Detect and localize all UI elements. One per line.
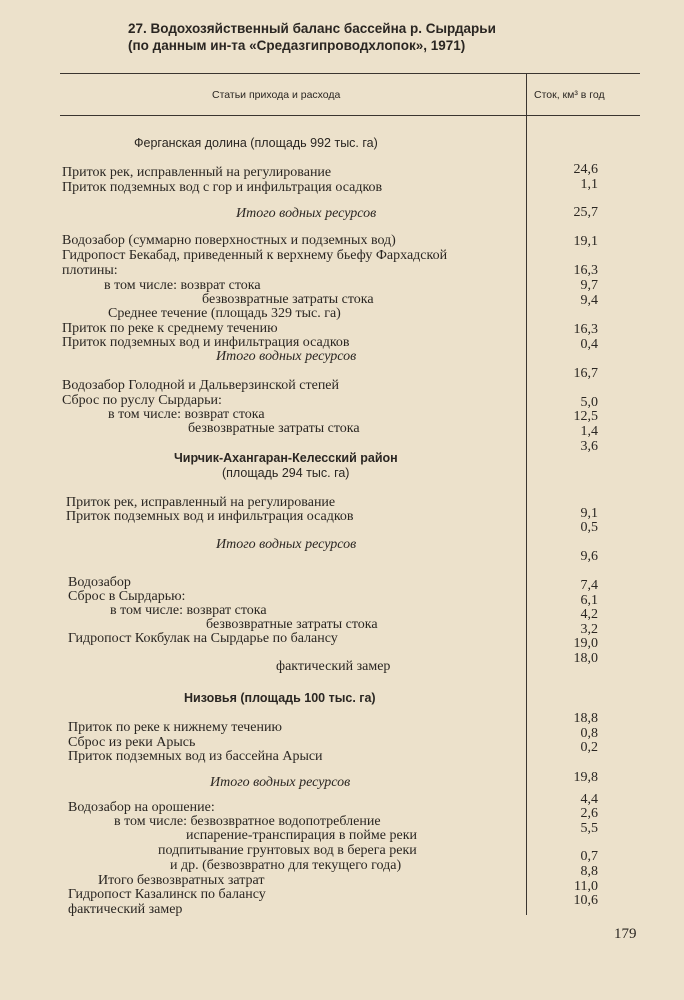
row-label: Водозабор	[68, 575, 131, 590]
subtotal-label: Итого водных ресурсов	[236, 206, 377, 221]
column-divider	[526, 73, 527, 915]
value-cell: 19,8	[573, 770, 598, 785]
value-cell: 25,7	[573, 205, 598, 220]
header-left-label: Статьи прихода и расхода	[212, 89, 341, 101]
row-label: испарение-транспирация в пойме реки	[186, 828, 417, 843]
value-cell: 9,1	[580, 506, 598, 521]
value-cell: 3,2	[580, 622, 598, 637]
row-label: Гидропост Кокбулак на Сырдарье по балансу	[68, 631, 338, 646]
value-cell: 11,0	[574, 879, 598, 894]
value-cell: 1,4	[580, 424, 598, 439]
section-heading-area: (площадь 294 тыс. га)	[222, 466, 350, 480]
row-label: Сброс в Сырдарью:	[68, 589, 186, 604]
row-label: Водозабор Голодной и Дальверзинской степей	[62, 378, 340, 393]
row-label: Гидропост Казалинск по балансу	[68, 887, 266, 902]
row-label: Сброс по руслу Сырдарьи:	[62, 393, 222, 408]
value-cell: 12,5	[573, 409, 598, 424]
row-label: Приток по реке к среднему течению	[62, 321, 278, 336]
row-label: Приток рек, исправленный на регулирование	[66, 495, 336, 510]
row-label: Приток по реке к нижнему течению	[68, 720, 282, 735]
table-title-line-1: 27. Водохозяйственный баланс бассейна р. Сырдарьи	[128, 21, 496, 36]
subtotal-label: Итого водных ресурсов	[216, 537, 357, 552]
row-label: Приток подземных вод и инфильтрация осадков	[62, 335, 350, 350]
value-cell: 24,6	[573, 162, 598, 177]
row-label: и др. (безвозвратно для текущего года)	[170, 858, 402, 873]
value-cell: 16,7	[573, 366, 598, 381]
table-title-line-2: (по данным ин-та «Средазгипроводхлопок», 1971)	[128, 38, 466, 53]
header-right-label: Сток, км³ в год	[534, 89, 605, 101]
value-cell: 8,8	[580, 864, 598, 879]
value-cell: 3,6	[580, 439, 598, 454]
value-cell: 0,2	[580, 740, 598, 755]
row-label: Приток подземных вод с гор и инфильтрация осадков	[62, 180, 383, 195]
value-cell: 6,1	[580, 593, 598, 608]
header-bottom-rule	[60, 115, 640, 116]
row-label: Итого безвозвратных затрат	[98, 873, 265, 888]
table-title	[128, 20, 628, 54]
value-cell: 5,5	[580, 821, 598, 836]
value-cell: 18,8	[573, 711, 598, 726]
section-heading: Среднее течение (площадь 329 тыс. га)	[108, 306, 341, 321]
value-cell: 5,0	[580, 395, 598, 410]
row-label: безвозвратные затраты стока	[206, 617, 378, 632]
row-label: плотины:	[62, 263, 118, 278]
row-label: в том числе: возврат стока	[110, 603, 267, 618]
row-label: Водозабор (суммарно поверхностных и подземных вод)	[62, 233, 396, 248]
row-label: в том числе: безвозвратное водопотребление	[114, 814, 381, 829]
value-cell: 0,5	[580, 520, 598, 535]
value-cell: 9,4	[580, 293, 598, 308]
row-label: Водозабор на орошение:	[68, 800, 215, 815]
value-cell: 0,7	[580, 849, 598, 864]
section-heading: Ферганская долина (площадь 992 тыс. га)	[134, 136, 378, 150]
header-top-rule	[60, 73, 640, 74]
row-label: подпитывание грунтовых вод в берега реки	[158, 843, 417, 858]
value-cell: 0,4	[580, 337, 598, 352]
section-heading: Чирчик-Ахангаран-Келесский район	[174, 451, 398, 465]
page-number: 179	[614, 926, 637, 942]
row-label: безвозвратные затраты стока	[188, 421, 360, 436]
value-cell: 10,6	[573, 893, 598, 908]
value-cell: 9,7	[580, 278, 598, 293]
row-label: Приток подземных вод и инфильтрация осадков	[66, 509, 354, 524]
value-cell: 19,0	[573, 636, 598, 651]
row-label: в том числе: возврат стока	[108, 407, 265, 422]
row-label: Сброс из реки Арысь	[68, 735, 196, 750]
value-cell: 2,6	[580, 806, 598, 821]
row-label: Приток подземных вод из бассейна Арыси	[68, 749, 323, 764]
value-cell: 16,3	[573, 263, 598, 278]
value-cell: 19,1	[573, 234, 598, 249]
row-label: Приток рек, исправленный на регулирование	[62, 165, 332, 180]
value-cell: 4,2	[580, 607, 598, 622]
section-heading: Низовья (площадь 100 тыс. га)	[184, 691, 376, 705]
row-label: Гидропост Бекабад, приведенный к верхнему бьефу Фархадской	[62, 248, 448, 263]
value-cell: 18,0	[573, 651, 598, 666]
row-label: фактический замер	[68, 902, 183, 917]
subtotal-label: Итого водных ресурсов	[216, 349, 357, 364]
row-label: в том числе: возврат стока	[104, 278, 261, 293]
value-cell: 4,4	[580, 792, 598, 807]
value-cell: 0,8	[580, 726, 598, 741]
row-label: безвозвратные затраты стока	[202, 292, 374, 307]
value-cell: 9,6	[580, 549, 598, 564]
subtotal-label: Итого водных ресурсов	[210, 775, 351, 790]
value-cell: 16,3	[573, 322, 598, 337]
row-label: фактический замер	[276, 659, 391, 674]
value-cell: 1,1	[580, 177, 598, 192]
value-cell: 7,4	[580, 578, 598, 593]
